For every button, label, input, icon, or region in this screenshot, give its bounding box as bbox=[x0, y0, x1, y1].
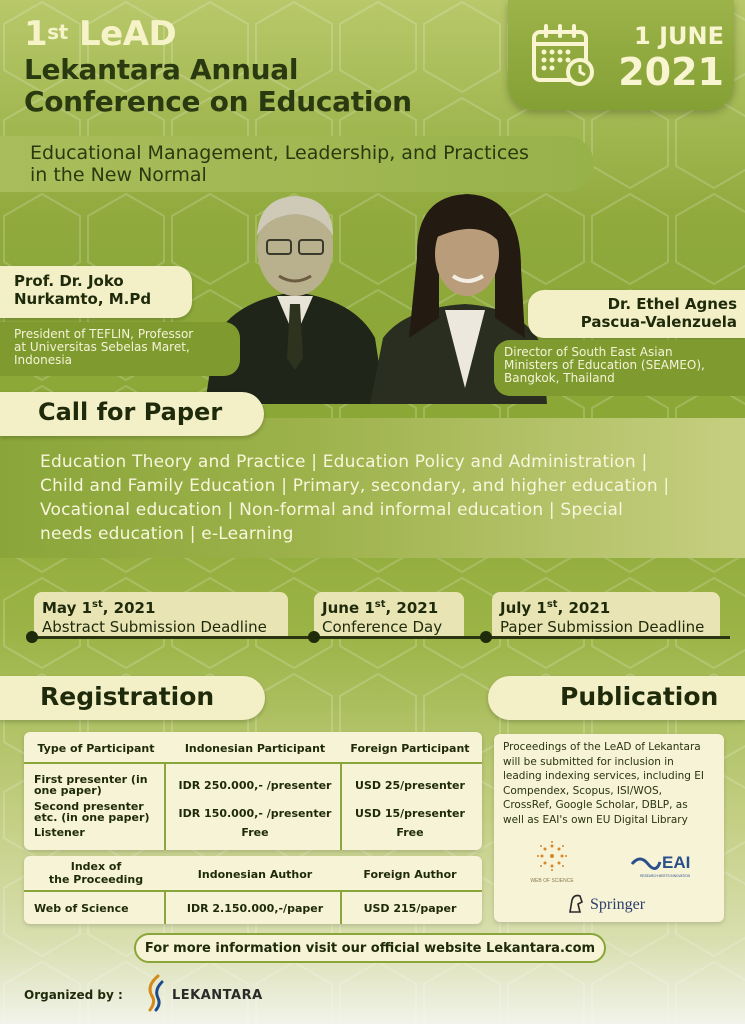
topics-line-1: Education Theory and Practice | Education Policy and Administration | bbox=[40, 452, 648, 472]
publication-description: Proceedings of the LeAD of Lekantara will be submitted for inclusion in leading indexing services, including EI Compendex, Scopus, ISI/WOS, CrossRef, Google Scholar, DBLP, as well as EAI's own EU Digital Library bbox=[494, 734, 724, 922]
table-cell: Free bbox=[396, 826, 424, 839]
table-header: Type of Participant bbox=[37, 742, 155, 755]
call-for-paper-heading: Call for Paper bbox=[0, 392, 264, 436]
call-for-paper-topics bbox=[0, 418, 745, 558]
conference-title bbox=[24, 14, 494, 118]
speaker-2-name: Dr. Ethel Agnes Pascua-Valenzuela bbox=[528, 290, 745, 338]
timeline-dot bbox=[480, 631, 492, 643]
table-header: Index of the Proceeding bbox=[48, 860, 144, 886]
edition-label: 1st LeAD bbox=[24, 14, 177, 54]
table-cell: USD 15/presenter bbox=[355, 807, 465, 820]
table-header: Indonesian Participant bbox=[184, 742, 326, 755]
date-year: 2021 bbox=[618, 50, 724, 94]
speaker-1-name: Prof. Dr. Joko Nurkamto, M.Pd bbox=[0, 266, 192, 318]
lekantara-logo-icon bbox=[142, 974, 172, 1012]
table-row: Listener bbox=[34, 826, 85, 839]
svg-text:RESEARCH MEETS INNOVATION: RESEARCH MEETS INNOVATION bbox=[640, 874, 690, 878]
svg-text:WEB OF SCIENCE: WEB OF SCIENCE bbox=[530, 878, 574, 884]
publication-heading: Publication bbox=[488, 676, 745, 720]
timeline-item-conference: June 1st, 2021 Conference Day bbox=[314, 592, 464, 636]
topics-line-2: Child and Family Education | Primary, secondary, and higher education | bbox=[40, 476, 670, 496]
table-cell: IDR 2.150.000,-/paper bbox=[186, 902, 324, 915]
eai-logo bbox=[630, 850, 700, 880]
theme-line-1: Educational Management, Leadership, and Practices bbox=[30, 142, 529, 164]
index-table bbox=[24, 856, 482, 924]
table-cell: USD 215/paper bbox=[363, 902, 457, 915]
table-cell: IDR 250.000,- /presenter bbox=[178, 779, 332, 792]
fee-table bbox=[24, 732, 482, 850]
table-cell: Free bbox=[241, 826, 269, 839]
info-website-bar: For more information visit our official website Lekantara.com bbox=[134, 933, 606, 963]
registration-heading: Registration bbox=[0, 676, 265, 720]
speaker-2-description: Director of South East Asian Ministers of Education (SEAMEO), Bangkok, Thailand bbox=[494, 340, 745, 396]
table-header: Foreign Author bbox=[363, 868, 457, 881]
table-header: Foreign Participant bbox=[350, 742, 470, 755]
theme-banner bbox=[0, 136, 594, 192]
table-header: Indonesian Author bbox=[197, 868, 313, 881]
title-line-1: Lekantara Annual bbox=[24, 53, 299, 86]
topics-line-4: needs education | e-Learning bbox=[40, 524, 294, 544]
timeline-dot bbox=[26, 631, 38, 643]
svg-text:EAI: EAI bbox=[662, 853, 691, 872]
calendar-icon bbox=[530, 22, 596, 88]
topics-line-3: Vocational education | Non-formal and informal education | Special bbox=[40, 500, 624, 520]
theme-line-2: in the New Normal bbox=[30, 164, 207, 186]
svg-text:Springer: Springer bbox=[590, 896, 646, 913]
table-cell: USD 25/presenter bbox=[355, 779, 465, 792]
date-badge bbox=[508, 0, 734, 110]
table-cell: IDR 150.000,- /presenter bbox=[178, 807, 332, 820]
timeline-dot bbox=[308, 631, 320, 643]
table-cell: Web of Science bbox=[34, 902, 129, 915]
table-row: First presenter (in one paper) bbox=[34, 773, 148, 797]
title-line-2: Conference on Education bbox=[24, 85, 412, 118]
table-row: Second presenter etc. (in one paper) bbox=[34, 800, 150, 824]
springer-logo bbox=[566, 890, 676, 916]
timeline-item-abstract: May 1st, 2021 Abstract Submission Deadline bbox=[34, 592, 288, 636]
timeline-line bbox=[30, 636, 730, 639]
timeline-item-paper: July 1st, 2021 Paper Submission Deadline bbox=[492, 592, 720, 636]
date-day-month: 1 JUNE bbox=[634, 22, 724, 50]
web-of-science-logo bbox=[522, 840, 582, 886]
organizer-label: Organized by : bbox=[24, 988, 123, 1002]
speaker-1-description: President of TEFLIN, Professor at Universitas Sebelas Maret, Indonesia bbox=[0, 322, 240, 376]
organizer-name: LEKANTARA bbox=[172, 988, 263, 1003]
